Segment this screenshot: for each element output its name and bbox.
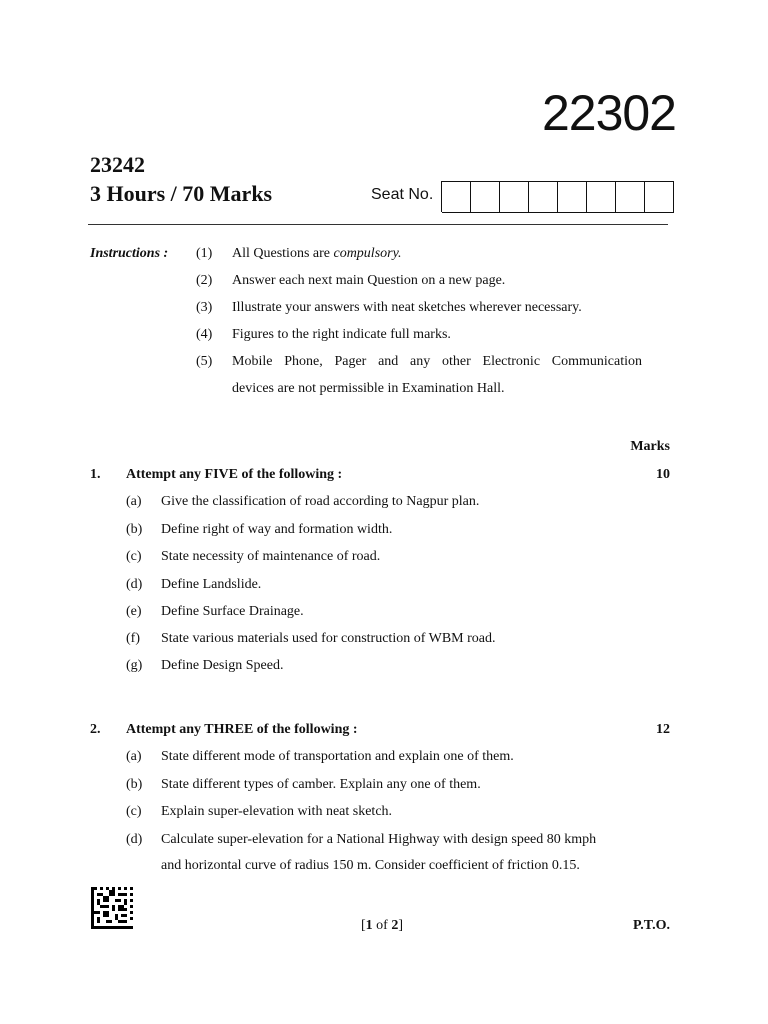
- current-page: 1: [365, 918, 373, 933]
- sub-question-label: (b): [126, 777, 143, 792]
- seat-box[interactable]: [645, 181, 674, 213]
- instruction-text: Answer each next main Question on a new page.: [232, 273, 506, 288]
- question-title: Attempt any THREE of the following :: [126, 722, 358, 737]
- instruction-emphasis: compulsory.: [333, 246, 402, 261]
- sub-question-text: State different types of camber. Explain any one of them.: [161, 777, 481, 792]
- sub-question-text: State various materials used for construction of WBM road.: [161, 631, 496, 646]
- question-title: Attempt any FIVE of the following :: [126, 467, 343, 482]
- instruction-text: All Questions are compulsory.: [232, 246, 402, 261]
- question-number: 2.: [90, 722, 101, 737]
- seat-number-boxes: [441, 181, 674, 212]
- seat-number-label: Seat No.: [371, 186, 434, 203]
- seat-box[interactable]: [587, 181, 616, 213]
- seat-box[interactable]: [471, 181, 500, 213]
- sub-question-text: Define Design Speed.: [161, 658, 284, 673]
- seat-box[interactable]: [616, 181, 645, 213]
- sub-question-label: (d): [126, 832, 143, 847]
- instruction-number: (2): [196, 273, 213, 288]
- sub-question-text: Explain super-elevation with neat sketch.: [161, 804, 393, 819]
- sub-question-label: (a): [126, 749, 142, 764]
- question-marks: 12: [656, 722, 670, 737]
- seat-box[interactable]: [529, 181, 558, 213]
- total-pages: 2: [391, 918, 399, 933]
- please-turn-over: P.T.O.: [633, 918, 670, 933]
- seat-box[interactable]: [500, 181, 529, 213]
- sub-question-label: (b): [126, 522, 143, 537]
- exam-code: 23242: [90, 152, 145, 177]
- exam-duration: 3 Hours / 70 Marks: [90, 181, 273, 206]
- page-number: [1 of 2]: [361, 918, 404, 933]
- sub-question-text: Define Surface Drainage.: [161, 604, 304, 619]
- sub-question-text: Define Landslide.: [161, 577, 262, 592]
- seat-box[interactable]: [558, 181, 587, 213]
- sub-question-text: State different mode of transportation and explain one of them.: [161, 749, 514, 764]
- instructions-label: Instructions :: [90, 246, 169, 261]
- question-number: 1.: [90, 467, 101, 482]
- instruction-number: (5): [196, 354, 213, 369]
- header-divider: [88, 224, 668, 225]
- sub-question-text: State necessity of maintenance of road.: [161, 549, 381, 564]
- sub-question-label: (c): [126, 804, 142, 819]
- paper-code: 22302: [541, 85, 676, 141]
- instruction-text: Figures to the right indicate full marks.: [232, 327, 451, 342]
- sub-question-label: (c): [126, 549, 142, 564]
- sub-question-text: Calculate super-elevation for a National Highway with design speed 80 kmph: [161, 832, 597, 847]
- sub-question-label: (g): [126, 658, 143, 673]
- sub-question-text: Define right of way and formation width.: [161, 522, 393, 537]
- sub-question-text-continued: and horizontal curve of radius 150 m. Consider coefficient of friction 0.15.: [161, 858, 580, 873]
- instruction-text: Illustrate your answers with neat sketches wherever necessary.: [232, 300, 582, 315]
- datamatrix-barcode-icon: [91, 887, 133, 929]
- instruction-number: (3): [196, 300, 213, 315]
- seat-box[interactable]: [442, 181, 471, 213]
- sub-question-label: (e): [126, 604, 142, 619]
- instruction-number: (4): [196, 327, 213, 342]
- sub-question-label: (a): [126, 494, 142, 509]
- instruction-number: (1): [196, 246, 213, 261]
- sub-question-label: (f): [126, 631, 140, 646]
- marks-column-heading: Marks: [630, 439, 670, 454]
- instruction-text: Mobile Phone, Pager and any other Electronic Communication: [232, 354, 642, 369]
- sub-question-text: Give the classification of road according to Nagpur plan.: [161, 494, 480, 509]
- instruction-text-continued: devices are not permissible in Examination Hall.: [232, 381, 505, 396]
- sub-question-label: (d): [126, 577, 143, 592]
- question-marks: 10: [656, 467, 670, 482]
